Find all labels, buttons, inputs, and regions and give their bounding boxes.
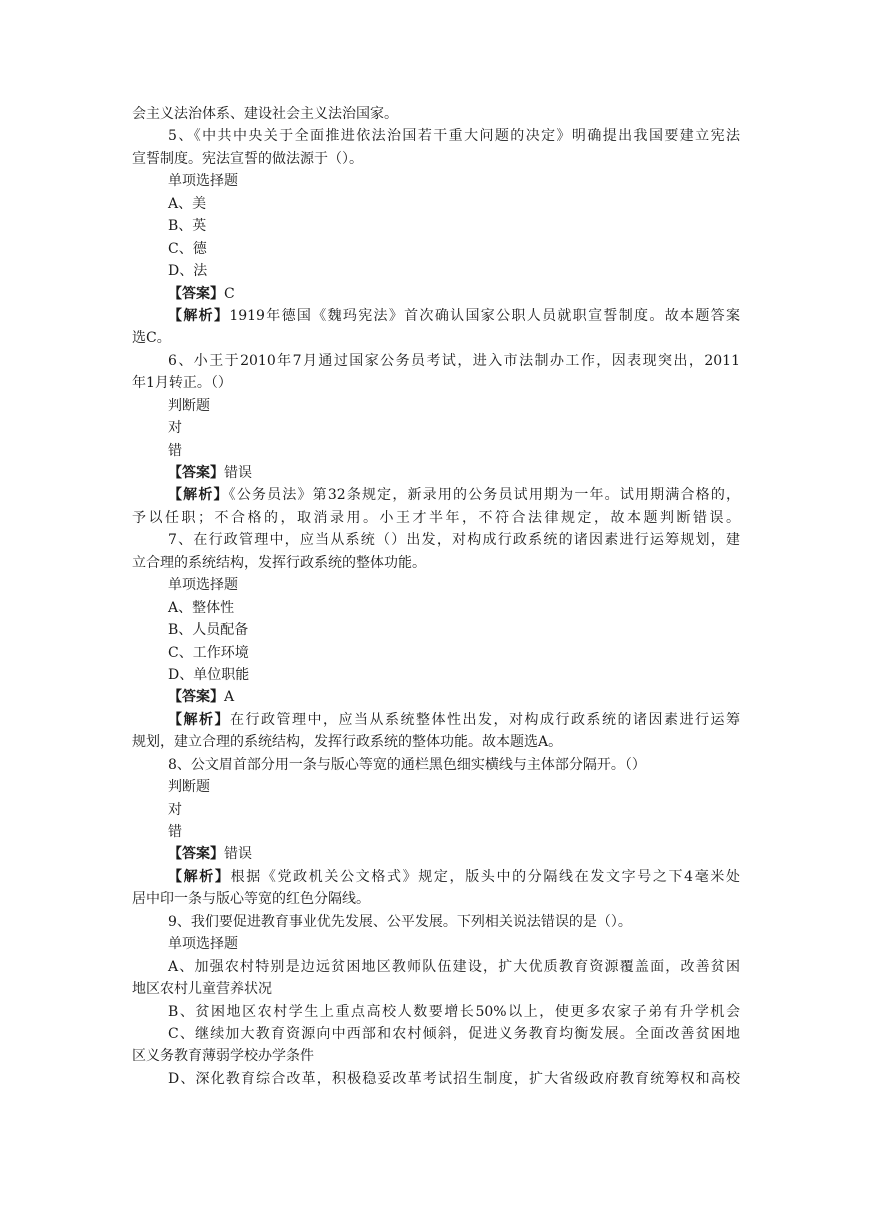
- text-line: [132, 799, 740, 821]
- line-text: 单项选择题: [168, 577, 238, 594]
- line-text: 9、我们要促进教育事业优先发展、公平发展。下列相关说法错误的是（）。: [168, 913, 632, 930]
- text-line: [132, 327, 740, 349]
- text-line: [132, 686, 740, 708]
- text-line: [132, 866, 740, 888]
- text-line: [132, 933, 740, 955]
- text-line: [132, 193, 740, 215]
- line-text: 对: [168, 801, 182, 818]
- document-body: [132, 103, 740, 1090]
- line-text: 单项选择题: [168, 173, 238, 190]
- text-line: [132, 170, 740, 192]
- line-text: 7、在行政管理中，应当从系统（）出发，对构成行政系统的诸因素进行运筹规划，建: [168, 532, 740, 549]
- line-text: 《公务员法》第32条规定，新录用的公务员试用期为一年。试用期满合格的，: [228, 487, 740, 504]
- line-text: 5、《中共中央关于全面推进依法治国若干重大问题的决定》明确提出我国要建立宪法: [168, 128, 740, 145]
- text-line: [132, 597, 740, 619]
- line-text: 错: [168, 824, 182, 840]
- text-line: [132, 372, 740, 394]
- line-text: C、继续加大教育资源向中西部和农村倾斜，促进义务教育均衡发展。全面改善贫困地: [168, 1025, 740, 1042]
- line-text: A: [224, 689, 235, 706]
- text-line: [132, 125, 740, 147]
- label-marker: 【答案】: [168, 285, 224, 302]
- text-line: [132, 260, 740, 282]
- line-text: C、工作环境: [168, 644, 249, 661]
- label-marker: 【解析】: [168, 307, 230, 324]
- line-text: B、人员配备: [168, 622, 249, 639]
- label-marker: 【答案】: [168, 846, 224, 863]
- line-text: 错: [168, 442, 182, 459]
- line-text: 规划，建立合理的系统结构，发挥行政系统的整体功能。故本题选A。: [132, 734, 563, 751]
- line-text: 错误: [224, 465, 252, 481]
- text-line: [132, 888, 740, 910]
- text-line: [132, 283, 740, 305]
- text-line: [132, 776, 740, 798]
- line-text: 单项选择题: [168, 936, 238, 953]
- text-line: [132, 305, 740, 327]
- line-text: 区义务教育薄弱学校办学条件: [132, 1048, 314, 1065]
- text-line: [132, 417, 740, 439]
- text-line: [132, 529, 740, 551]
- line-text: B、英: [168, 218, 207, 235]
- line-text: A、整体性: [168, 599, 235, 616]
- line-text: 错误: [224, 846, 252, 863]
- line-text: B、贫困地区农村学生上重点高校人数要增长50%以上，使更多农家子弟有升学机会: [168, 1003, 740, 1020]
- line-text: 根据《党政机关公文格式》规定，版头中的分隔线在发文字号之下4毫米处: [230, 868, 740, 885]
- text-line: [132, 642, 740, 664]
- line-text: 居中印一条与版心等宽的红色分隔线。: [132, 891, 370, 908]
- line-text: A、加强农村特别是边远贫困地区教师队伍建设，扩大优质教育资源覆盖面，改善贫困: [168, 958, 740, 975]
- text-line: [132, 1045, 740, 1067]
- text-line: [132, 843, 740, 865]
- text-line: [132, 552, 740, 574]
- text-line: [132, 507, 740, 529]
- line-text: 宣誓制度。宪法宣誓的做法源于（）。: [132, 150, 363, 167]
- text-line: [132, 103, 740, 125]
- line-text: 在行政管理中，应当从系统整体性出发，对构成行政系统的诸因素进行运筹: [230, 711, 740, 728]
- text-line: [132, 395, 740, 417]
- text-line: [132, 731, 740, 753]
- text-line: [132, 440, 740, 462]
- line-text: 予以任职；不合格的，取消录用。小王才半年，不符合法律规定，故本题判断错误。: [132, 509, 740, 526]
- line-text: D、法: [168, 263, 208, 280]
- text-line: [132, 238, 740, 260]
- text-line: [132, 619, 740, 641]
- line-text: 立合理的系统结构，发挥行政系统的整体功能。: [132, 554, 426, 571]
- text-line: [132, 911, 740, 933]
- line-text: 判断题: [168, 397, 210, 414]
- line-text: D、单位职能: [168, 666, 250, 683]
- text-line: [132, 462, 740, 484]
- line-text: D、深化教育综合改革，积极稳妥改革考试招生制度，扩大省级政府教育统筹权和高校: [168, 1070, 740, 1087]
- text-line: [132, 574, 740, 596]
- line-text: 会主义法治体系、建设社会主义法治国家。: [132, 106, 398, 122]
- line-text: A、美: [168, 195, 207, 212]
- line-text: 地区农村儿童营养状况: [132, 981, 272, 998]
- text-line: [132, 709, 740, 731]
- label-marker: 【解析】: [168, 868, 231, 885]
- text-line: [132, 754, 740, 776]
- line-text: 对: [168, 420, 182, 437]
- line-text: 年1月转正。（）: [132, 375, 232, 392]
- label-marker: 【答案】: [168, 689, 224, 706]
- text-line: [132, 148, 740, 170]
- line-text: 1919年德国《魏玛宪法》首次确认国家公职人员就职宣誓制度。故本题答案: [229, 307, 740, 324]
- text-line: [132, 1001, 740, 1023]
- line-text: C、德: [168, 240, 207, 257]
- line-text: C: [224, 285, 235, 302]
- text-line: [132, 215, 740, 237]
- text-line: [132, 1023, 740, 1045]
- line-text: 判断题: [168, 779, 210, 796]
- text-line: [132, 484, 740, 506]
- label-marker: 【解析】: [168, 487, 229, 504]
- text-line: [132, 978, 740, 1000]
- text-line: [132, 821, 740, 843]
- line-text: 选C。: [132, 330, 171, 347]
- text-line: [132, 1068, 740, 1090]
- label-marker: 【答案】: [168, 465, 224, 481]
- label-marker: 【解析】: [168, 711, 230, 728]
- text-line: [132, 350, 740, 372]
- line-text: 6、小王于2010年7月通过国家公务员考试，进入市法制办工作，因表现突出，2011: [168, 352, 740, 369]
- line-text: 8、公文眉首部分用一条与版心等宽的通栏黑色细实横线与主体部分隔开。（）: [168, 756, 646, 773]
- text-line: [132, 664, 740, 686]
- text-line: [132, 956, 740, 978]
